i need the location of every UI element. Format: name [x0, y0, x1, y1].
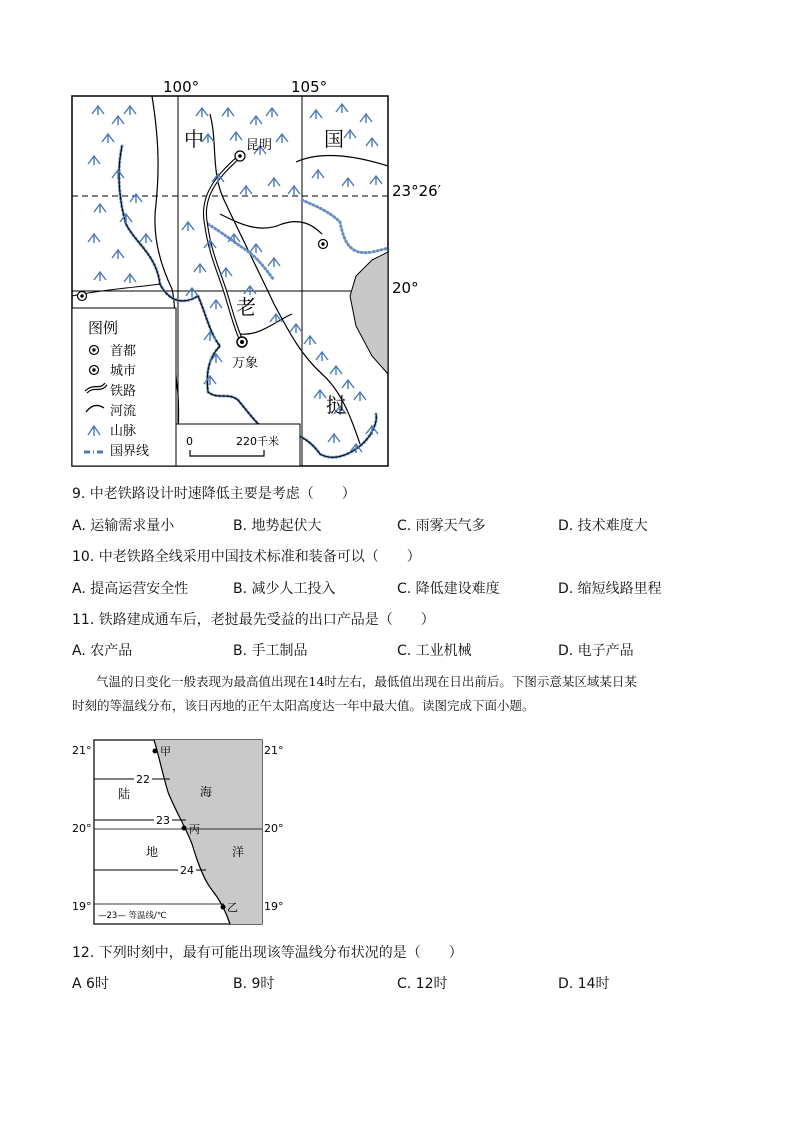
scale-value: 220千米 [236, 435, 279, 448]
question-11-option-d[interactable]: D. 电子产品 [558, 643, 634, 659]
point-bing-marker [182, 826, 187, 831]
lon-label-100: 100° [163, 78, 200, 96]
question-9-stem: 9. 中老铁路设计时速降低主要是考虑（ ） [72, 486, 356, 502]
isotherm-22-label: 22 [136, 773, 150, 786]
country-label-lao: 老 [236, 295, 256, 319]
sea-label-hai: 海 [200, 785, 213, 799]
intro-paragraph [72, 670, 732, 718]
sea-label-yang: 洋 [232, 845, 245, 859]
isotherm-24-label: 24 [180, 864, 194, 877]
land-label-di: 地 [146, 845, 159, 859]
question-12-option-c[interactable]: C. 12时 [397, 976, 448, 992]
country-label-wo: 挝 [326, 393, 346, 417]
lat-left-20: 20° [72, 822, 92, 835]
question-12-option-a[interactable]: A 6时 [72, 976, 109, 992]
question-12-option-b[interactable]: B. 9时 [233, 976, 275, 992]
point-bing-label: 丙 [189, 823, 200, 836]
question-9-option-c[interactable]: C. 雨雾天气多 [397, 518, 486, 534]
point-jia-label: 甲 [160, 745, 171, 758]
legend-item-city: 城市 [110, 364, 137, 379]
legend-capital-symbol [90, 346, 99, 355]
question-10-stem: 10. 中老铁路全线采用中国技术标准和装备可以（ ） [72, 549, 421, 565]
question-11-option-b[interactable]: B. 手工制品 [233, 643, 308, 659]
point-yi-label: 乙 [227, 901, 238, 914]
isotherm-23-label: 23 [156, 814, 170, 827]
legend-item-mountain: 山脉 [110, 424, 137, 439]
lat-right-20: 20° [264, 822, 284, 835]
question-11-option-c[interactable]: C. 工业机械 [397, 643, 472, 659]
capital-vientiane [237, 337, 247, 347]
lat-left-19: 19° [72, 900, 92, 913]
lat-right-21: 21° [264, 744, 284, 757]
city-label-kunming: 昆明 [246, 138, 273, 153]
land-label-lu: 陆 [118, 787, 131, 801]
legend-item-border: 国界线 [110, 444, 150, 459]
legend-item-railway: 铁路 [110, 384, 137, 399]
capital-marker-east [319, 240, 328, 249]
lat-right-19: 19° [264, 900, 284, 913]
country-label-zhong: 中 [184, 127, 204, 151]
question-10-option-c[interactable]: C. 降低建设难度 [397, 581, 500, 597]
question-11-option-a[interactable]: A. 农产品 [72, 643, 133, 659]
legend-item-river: 河流 [110, 404, 137, 419]
question-11-stem: 11. 铁路建成通车后，老挝最先受益的出口产品是（ ） [72, 612, 435, 628]
lat-left-21: 21° [72, 744, 92, 757]
china-laos-map [60, 74, 442, 474]
legend-item-capital: 首都 [110, 344, 137, 359]
isotherm-legend: —23— 等温线/℃ [98, 911, 167, 921]
question-9-option-d[interactable]: D. 技术难度大 [558, 518, 648, 534]
legend-city-symbol [90, 366, 99, 375]
question-10-option-d[interactable]: D. 缩短线路里程 [558, 581, 662, 597]
point-yi-marker [221, 905, 226, 910]
question-10-option-a[interactable]: A. 提高运营安全性 [72, 581, 189, 597]
intro-line-1: 气温的日变化一般表现为最高值出现在14时左右，最低值出现在日出前后。下图示意某区域某日某 [96, 674, 637, 689]
isotherm-map [60, 732, 300, 932]
city-label-vientiane: 万象 [232, 356, 259, 371]
intro-line-2: 时刻的等温线分布，该日丙地的正午太阳高度达一年中最大值。读图完成下面小题。 [72, 698, 535, 713]
country-label-guo: 国 [324, 127, 344, 151]
question-10-option-b[interactable]: B. 减少人工投入 [233, 581, 336, 597]
point-jia-marker [153, 749, 158, 754]
question-12-option-d[interactable]: D. 14时 [558, 976, 610, 992]
lat-label-tropic: 23°26′ [392, 182, 442, 200]
capital-marker-west [78, 292, 87, 301]
question-12-stem: 12. 下列时刻中，最有可能出现该等温线分布状况的是（ ） [72, 945, 463, 961]
lon-label-105: 105° [291, 78, 328, 96]
question-9-option-b[interactable]: B. 地势起伏大 [233, 518, 322, 534]
scale-zero: 0 [186, 435, 193, 448]
city-kunming [235, 151, 245, 161]
legend-title: 图例 [88, 319, 119, 337]
question-9-option-a[interactable]: A. 运输需求量小 [72, 518, 175, 534]
lat-label-20: 20° [392, 279, 419, 297]
